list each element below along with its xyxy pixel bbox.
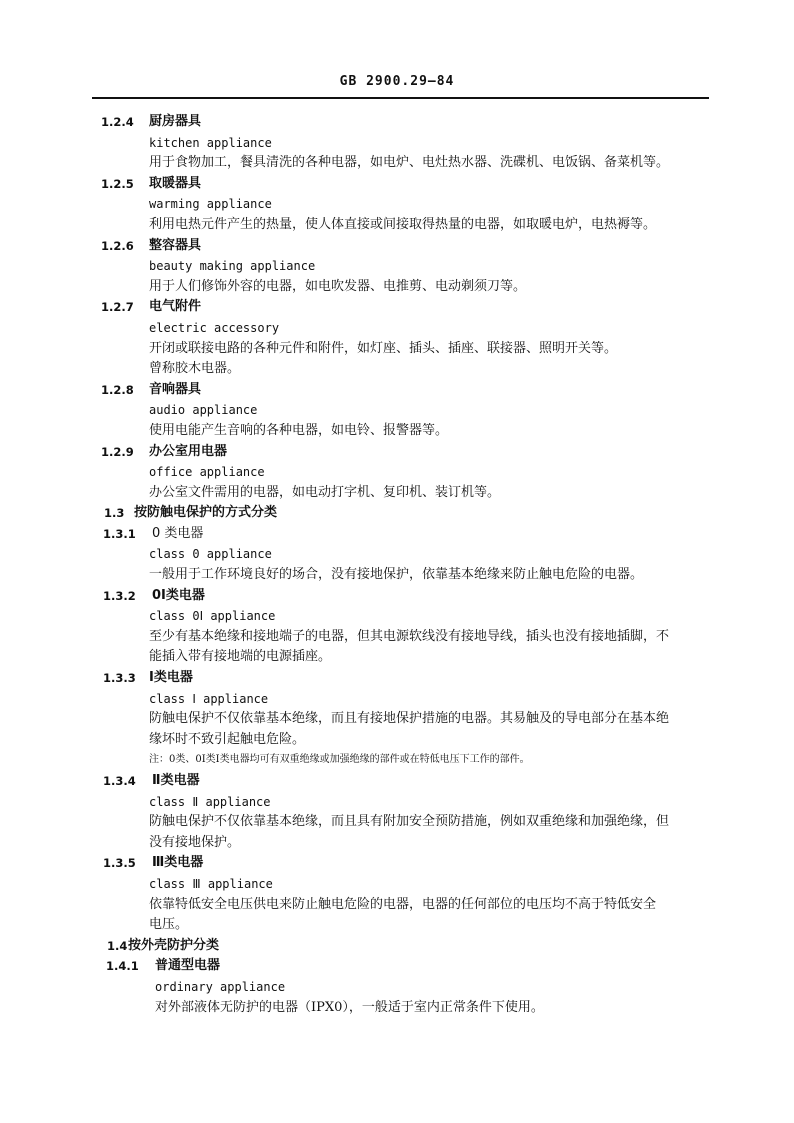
definition: 办公室文件需用的电器，如电动打字机、复印机、装订机等。 bbox=[149, 484, 501, 500]
definition: 依靠特低安全电压供电来防止触电危险的电器，电器的任何部位的电压均不高于特低安全 bbox=[149, 896, 657, 912]
definition: 用于人们修饰外容的电器，如电吹发器、电推剪、电动剃须刀等。 bbox=[149, 278, 527, 294]
heading-1-2-9 bbox=[0, 442, 794, 463]
term-english: class Ⅰ appliance bbox=[149, 691, 269, 706]
definition: 开闭或联接电路的各种元件和附件，如灯座、插头、插座、联接器、照明开关等。 bbox=[149, 340, 618, 356]
section-title: 按外壳防护分类 bbox=[128, 937, 220, 953]
term-english: class 0Ⅰ appliance bbox=[149, 609, 276, 624]
document-body bbox=[0, 112, 794, 1018]
heading-1-3-2 bbox=[0, 586, 794, 607]
term-english: audio appliance bbox=[149, 403, 258, 418]
definition: 利用电热元件产生的热量，使人体直接或间接取得热量的电器，如取暖电炉，电热褥等。 bbox=[149, 216, 657, 232]
definition-continued: 曾称胶木电器。 bbox=[149, 361, 241, 377]
section-number: 1.2.4 bbox=[101, 115, 134, 129]
definition: 至少有基本绝缘和接地端子的电器，但其电源软线没有接地导线，插头也没有接地插脚，不 bbox=[149, 628, 670, 644]
definition: 对外部液体无防护的电器（IPX0），一般适于室内正常条件下使用。 bbox=[155, 999, 544, 1015]
heading-1-2-7 bbox=[0, 297, 794, 318]
term-english: class 0 appliance bbox=[149, 547, 272, 562]
header-rule bbox=[92, 97, 709, 99]
section-number: 1.2.9 bbox=[101, 444, 134, 459]
section-title: 整容器具 bbox=[149, 237, 202, 253]
section-number: 1.2.7 bbox=[101, 300, 134, 315]
definition: 防触电保护不仅依靠基本绝缘，而且有接地保护措施的电器。其易触及的导电部分在基本绝 bbox=[149, 711, 670, 727]
definition-continued: 没有接地保护。 bbox=[149, 834, 241, 850]
page-header: GB 2900.29—84 bbox=[339, 74, 455, 89]
section-title: Ⅲ类电器 bbox=[152, 855, 204, 871]
section-title: 按防触电保护的方式分类 bbox=[134, 505, 278, 521]
section-title: Ⅱ类电器 bbox=[152, 773, 200, 788]
term-english: beauty making appliance bbox=[149, 259, 316, 274]
definition-continued: 缘坏时不致引起触电危险。 bbox=[149, 731, 306, 747]
heading-1-4 bbox=[0, 936, 794, 957]
section-title: 电气附件 bbox=[149, 299, 202, 315]
section-number: 1.3.2 bbox=[103, 588, 136, 603]
section-number: 1.3.1 bbox=[103, 526, 136, 541]
term-english: office appliance bbox=[149, 465, 265, 480]
heading-1-3-3 bbox=[0, 668, 794, 689]
definition: 防触电保护不仅依靠基本绝缘，而且具有附加安全预防措施，例如双重绝缘和加强绝缘，但 bbox=[149, 814, 670, 830]
term-english: kitchen appliance bbox=[149, 135, 272, 150]
section-title: Ⅰ类电器 bbox=[149, 670, 193, 686]
term-english: class Ⅲ appliance bbox=[149, 876, 273, 891]
heading-1-2-6 bbox=[0, 236, 794, 257]
definition: 使用电能产生音响的各种电器，如电铃、报警器等。 bbox=[149, 422, 449, 438]
term-english: class Ⅱ appliance bbox=[149, 794, 271, 809]
section-number: 1.3 bbox=[104, 506, 125, 521]
term-english: warming appliance bbox=[149, 197, 272, 212]
definition: 用于食物加工，餐具清洗的各种电器，如电炉、电灶热水器、洗碟机、电饭锅、备菜机等。 bbox=[149, 155, 670, 171]
section-number: 1.4 bbox=[107, 938, 128, 953]
section-title: 0 类电器 bbox=[152, 525, 204, 541]
term-english: electric accessory bbox=[149, 320, 280, 335]
section-number: 1.3.4 bbox=[103, 774, 136, 788]
section-number: 1.2.6 bbox=[101, 238, 134, 253]
heading-1-3-4 bbox=[0, 771, 794, 792]
heading-1-2-4 bbox=[0, 112, 794, 133]
heading-1-3 bbox=[0, 503, 794, 524]
term-english: ordinary appliance bbox=[155, 979, 286, 994]
heading-1-2-8 bbox=[0, 380, 794, 401]
definition-continued: 能插入带有接地端的电源插座。 bbox=[149, 649, 332, 665]
heading-1-4-1 bbox=[0, 956, 794, 977]
definition: 一般用于工作环境良好的场合，没有接地保护，依靠基本绝缘来防止触电危险的电器。 bbox=[149, 567, 644, 583]
heading-1-3-5 bbox=[0, 853, 794, 874]
section-title: 普通型电器 bbox=[155, 958, 221, 974]
section-number: 1.3.5 bbox=[103, 856, 136, 871]
heading-1-3-1 bbox=[0, 524, 794, 545]
section-title: 办公室用电器 bbox=[149, 443, 228, 459]
definition-continued: 电压。 bbox=[149, 917, 189, 933]
section-number: 1.4.1 bbox=[106, 959, 139, 974]
section-number: 1.3.3 bbox=[103, 671, 136, 686]
section-title: 厨房器具 bbox=[149, 114, 202, 129]
heading-1-2-5 bbox=[0, 174, 794, 195]
section-title: 音响器具 bbox=[149, 381, 202, 397]
section-title: 取暖器具 bbox=[149, 175, 202, 191]
section-number: 1.2.5 bbox=[101, 176, 134, 191]
section-title: 0Ⅰ类电器 bbox=[152, 587, 205, 603]
note: 注：0类、0Ⅰ类Ⅰ类电器均可有双重绝缘或加强绝缘的部件或在特低电压下工作的部件。 bbox=[149, 754, 530, 766]
section-number: 1.2.8 bbox=[101, 382, 134, 397]
